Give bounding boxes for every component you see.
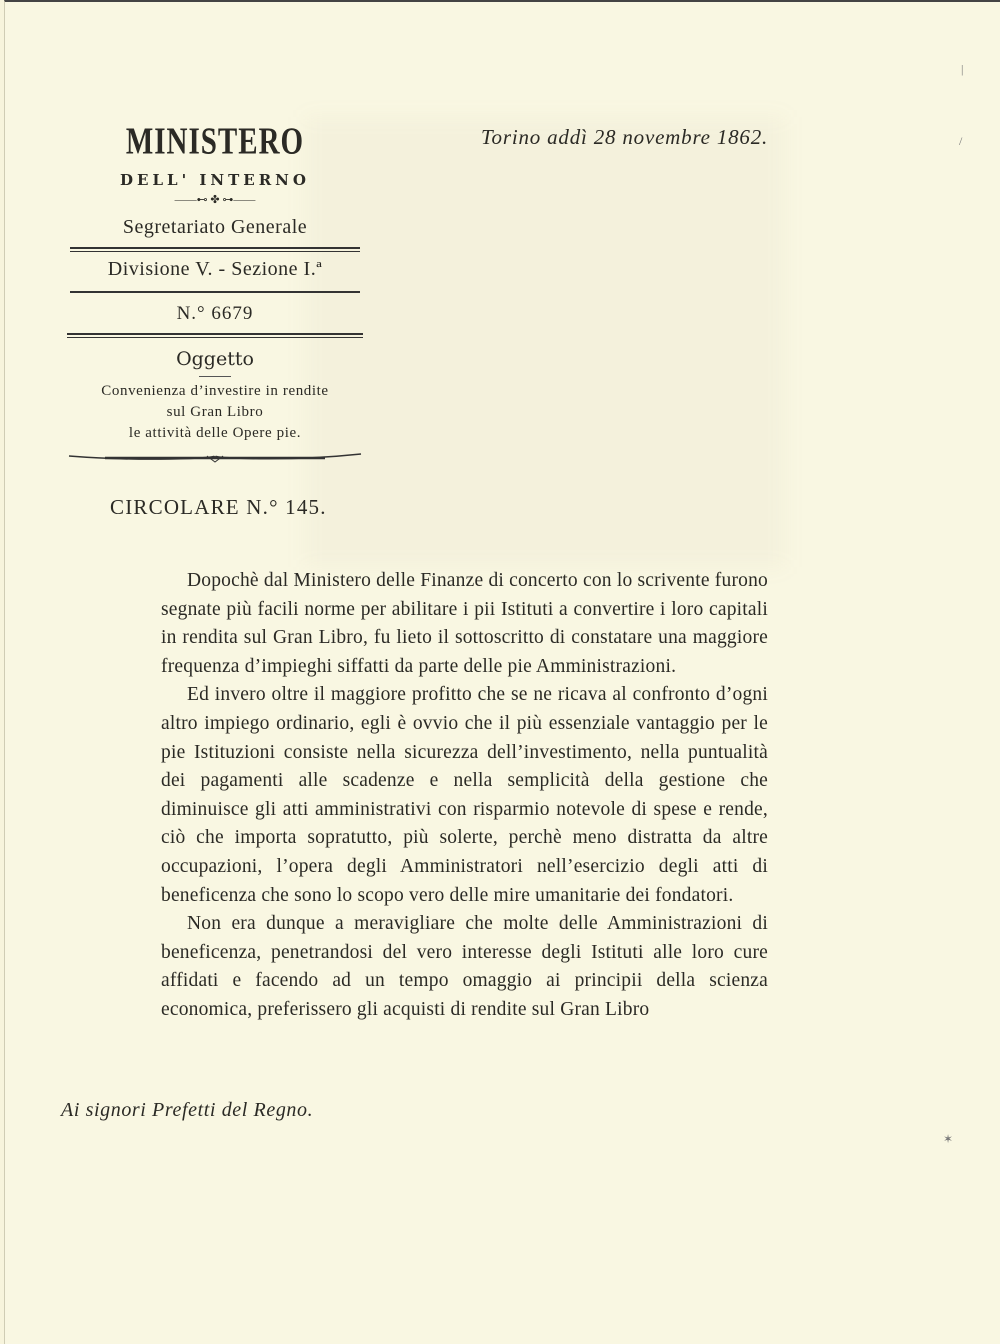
subject-line: sul Gran Libro [166, 404, 264, 420]
letterhead [65, 122, 365, 469]
divider-rule [70, 291, 360, 293]
bleed-through-shadow [305, 117, 785, 567]
subject-label: Oggetto [176, 348, 254, 370]
subject-text [65, 381, 365, 444]
ministry-title: MINISTERO [125, 121, 305, 163]
paragraph: Ed invero oltre il maggiore profitto che se ne ricava al confronto d’ogni altro impiego ordinario, egli è ovvio che il più essenziale vantaggio per le pie Istituzioni consiste nella sicurezza dell’investimento, nella puntualità dei pagamenti alle scadenze e nella semplicità della gestione che diminuisce gli atti amministrativi con risparmio notevole di spese e rende, ciò che importa sopratutto, più solerte, perchè meno distratta da altre occupazioni, l’opera degli Amministratori nell’esercizio degli atti di beneficenza che sono lo scopo vero delle mire umanitarie dei fondatori. [161, 684, 768, 906]
ink-speck: ✶ [943, 1132, 954, 1146]
ornament-divider: ——⊷ ✤ ⊶—— [174, 194, 256, 206]
protocol-number: N.° 6679 [176, 303, 254, 324]
divider-rule [67, 333, 363, 338]
paragraph: Non era dunque a meravigliare che molte delle Amministrazioni di beneficenza, penetrandosi del vero interesse degli Istituti alle loro cure affidati e facendo ad un tempo omaggio ai principii della scienza economica, preferissero gli acquisti di rendite sul Gran Libro [161, 913, 768, 1020]
short-rule [199, 376, 231, 377]
divider-rule [70, 247, 360, 252]
letter-body [161, 567, 768, 1025]
addressee: Ai signori Prefetti del Regno. [61, 1099, 314, 1121]
date-line: Torino addì 28 novembre 1862. [481, 125, 769, 149]
swash-rule [65, 448, 365, 464]
division-section: Divisione V. - Sezione I.ª [107, 258, 323, 280]
office-name: Segretariato Generale [122, 216, 308, 238]
document-page [4, 0, 1000, 1344]
subject-line: Convenienza d’investire in rendite [101, 383, 329, 399]
margin-mark: | [961, 62, 964, 76]
margin-mark: / [959, 134, 963, 148]
paragraph: Dopochè dal Ministero delle Finanze di concerto con lo scrivente furono segnate più facili norme per abilitare i pii Istituti a convertire i loro capitali in rendita sul Gran Libro, fu lieto il sottoscritto di constatare una maggiore frequenza d’impieghi siffatti da parte delle pie Amministrazioni. [161, 570, 768, 677]
subject-line: le attività delle Opere pie. [128, 425, 302, 441]
circular-number: CIRCOLARE N.° 145. [110, 495, 327, 519]
ministry-subtitle: DELL' INTERNO [120, 171, 310, 189]
